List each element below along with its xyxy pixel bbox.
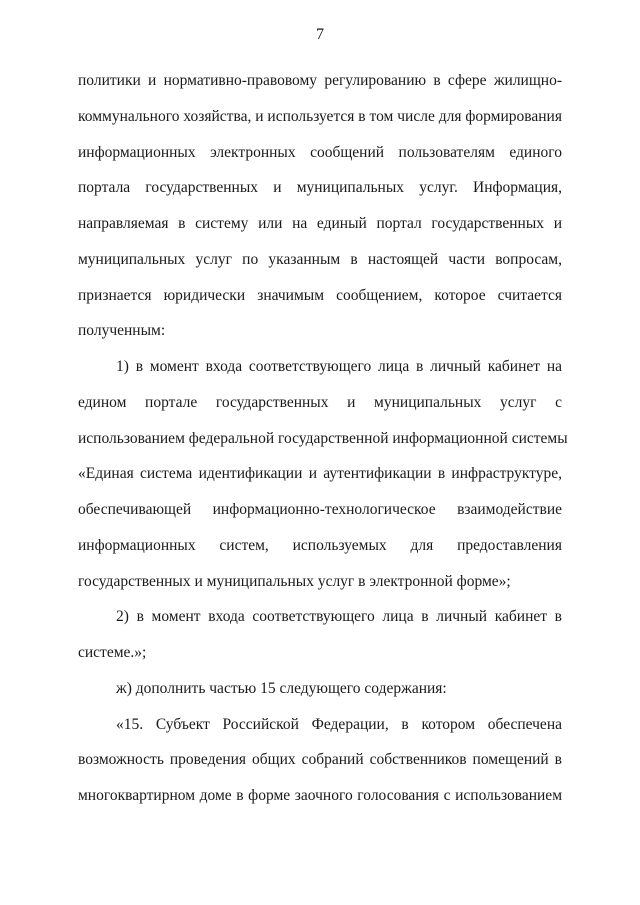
text-line-6: муниципальных услуг по указанным в настоящей части вопросам, [78,251,562,268]
text-line-5: направляемая в систему или на единый портал государственных и [78,215,562,232]
text-line-20: возможность проведения общих собраний собственников помещений в [78,751,562,768]
text-line-12: «Единая система идентификации и аутентификации в инфраструктуре, [78,465,562,482]
text-line-10: едином портале государственных и муниципальных услуг с [78,394,562,411]
text-line-7: признается юридически значимым сообщением, которое считается [78,287,562,304]
text-line-11: использованием федеральной государственной информационной системы [78,430,568,447]
text-line-1: политики и нормативно-правовому регулированию в сфере жилищно- [78,72,562,89]
text-line-17: системе.»; [78,644,147,661]
text-line-8: полученным: [78,322,166,339]
page-number: 7 [316,26,324,43]
text-line-13: обеспечивающей информационно-технологическое взаимодействие [78,501,562,518]
text-line-18: ж) дополнить частью 15 следующего содержания: [116,680,447,697]
text-line-14: информационных систем, используемых для предоставления [78,537,562,554]
text-line-19: «15. Субъект Российской Федерации, в котором обеспечена [116,716,562,733]
text-line-3: информационных электронных сообщений пользователям единого [78,144,562,161]
text-line-9: 1) в момент входа соответствующего лица в личный кабинет на [116,358,562,375]
text-line-16: 2) в момент входа соответствующего лица в личный кабинет в [116,608,562,625]
text-line-2: коммунального хозяйства, и используется в том числе для формирования [78,108,562,125]
text-line-4: портала государственных и муниципальных услуг. Информация, [78,179,562,196]
text-line-15: государственных и муниципальных услуг в электронной форме»; [78,573,511,590]
text-line-21: многоквартирном доме в форме заочного голосования с использованием [78,787,562,804]
